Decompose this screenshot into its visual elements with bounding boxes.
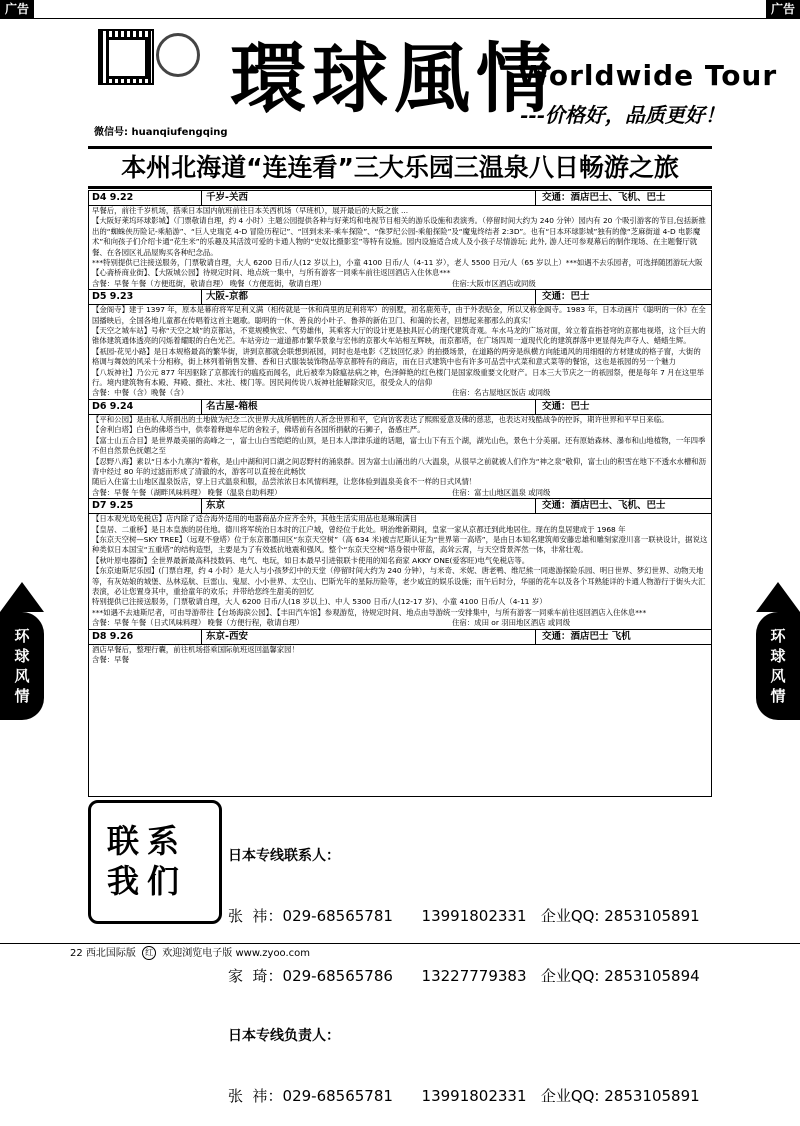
day-body: [89, 305, 711, 399]
ad-tag-right: 广告: [766, 0, 800, 18]
day-header: [89, 191, 711, 206]
contact-details: [228, 806, 700, 1126]
day-paragraph: 【日本观光局免税店】店内除了适合海外适用的电器商品介应齐全外，其他生活实用品也是琳琅满目: [92, 514, 418, 524]
day-meals: 含餐：中餐（含）晚餐（含）: [92, 388, 189, 398]
page-number: 22: [70, 948, 83, 959]
day-transport: 交通：酒店巴士、飞机、巴士: [535, 499, 666, 513]
day-header: [89, 289, 711, 305]
day-paragraph: 【天空之城车站】号称“天空之城”的京都站，不竟规模恢宏、气势雄伟，其乘客大厅的设计更是独具匠心的现代建筑奇观。车水马龙的广场对面，耸立着直指苍穹的京都电视塔，这个巨大的锥体建筑通体透亮的闪烁着耀眼的白色光芒。车站旁边一道道都市繁华景象与宏伟的京都火车站相互辉映，而京都塔，在广场四周一道现代化的建筑群落中更显得先声夺人、蜡蜡生辉。: [92, 326, 706, 346]
slogan: ---价格好，品质更好！: [520, 103, 725, 127]
side-tab-arrow-left: [0, 582, 44, 612]
day-route: 大阪-京都: [201, 290, 248, 304]
day-meals-hotel: [92, 488, 708, 498]
day-date: D8 9.26: [92, 630, 134, 642]
side-tab-left: [0, 612, 44, 720]
contact-us-label: [107, 821, 187, 901]
day-meals: 含餐：早餐: [92, 654, 129, 664]
day-body: [89, 514, 711, 628]
day-paragraph: 随后入住富士山地区温泉饭店，穿上日式温泉和服，品尝浓浓日本风情料理，让您体验到温泉美食不一样的日式风情！: [92, 477, 477, 487]
day-route: 东京-西安: [201, 630, 248, 644]
qr-code-icon: [98, 29, 154, 85]
day-hotel: 住宿:大阪市区酒店或同级: [452, 278, 536, 288]
day-hotel: 住宿：名古屋地区饭店 或同级: [452, 388, 551, 398]
day-route: 名古屋-箱根: [201, 400, 257, 414]
side-tab-label: 环球风情: [770, 627, 786, 705]
day-transport: 交通：酒店巴士、飞机、巴士: [535, 191, 666, 205]
day-transport: 交通：巴士: [535, 290, 590, 304]
brand-english: Worldwide Tour: [518, 59, 778, 92]
day-paragraph: 【秋叶原电器街】全世界最新最高科技数码、电气、电玩，如日本最早引进银联卡使用的知名商家 AKKY ONE(爱客旺)电气免税店等。: [92, 555, 530, 565]
edition-mark-icon: 红: [142, 946, 156, 960]
day-paragraph: ***如遇不去迪斯尼者，可由导游带往【台场海滨公园】、【丰田汽车馆】参观游览，待规定时间、地点由导游统一安排集中，与所有游客一同乘车前往返回酒店入住休息***: [92, 607, 647, 617]
day-paragraph: 特别提供已注接送服务，门票敬请自理，大人 6200 日币/人(18 岁以上)、中人 5300 日币/人(12-17 岁)、小童 4100 日币/人（4-11 岁）: [92, 597, 547, 607]
header: [0, 19, 800, 145]
wechat-id: 微信号: huanqiufengqing: [94, 127, 228, 138]
day-paragraph: 【舍利白塔】白色的佛塔当中，供奉着释迦牟尼的舍粒子，佛塔前有各国所捐献的石狮子，备感庄严。: [92, 425, 425, 435]
day-meals: 含餐：早餐 午餐（日式风味料理） 晚餐（方便行程，敬请自理）: [92, 618, 304, 628]
day-body: [89, 415, 711, 498]
page-title: 本州北海道“连连看”三大乐园三温泉八日畅游之旅: [121, 153, 679, 182]
day-paragraph: 早餐后，前往千岁机场，搭乘日本国内航班前往日本关西机场（早班机），展开最后的大阪之旅 ...: [92, 206, 409, 215]
ad-tag-left: 广告: [0, 0, 34, 18]
day-meals: 含餐：早餐 午餐（方便逛街，敬请自理） 晚餐（方便逛街，敬请自理）: [92, 278, 326, 288]
day-date: D6 9.24: [92, 400, 134, 412]
day-meals-hotel: [92, 618, 708, 628]
day-paragraph: 【富士山五合目】是世界最美丽的高峰之一，富士山白雪皑皑的山顶，是日本人津津乐道的话题，富士山下有五个湖，湖光山色，景色十分美丽。还有原始森林、瀑布和山地植物，一年四季不但自然景色抚媚之至: [92, 435, 706, 456]
day-route: 千岁-关西: [201, 191, 248, 205]
side-tab-label: 环球风情: [14, 627, 30, 705]
day-date: D7 9.25: [92, 500, 134, 512]
day-paragraph: 【皇居、二重桥】是日本皇族的居住地。德川将军统治日本时的江户城，曾经位于此处。明治维新期间，皇家一家从京都迁到此地居住。现在的皇居建成于 1968 年: [92, 524, 626, 534]
itinerary: [88, 190, 712, 797]
company-logo-icon: [156, 33, 200, 77]
day-paragraph: 【祇园-花见小路】是日本规格最高的繁华街，讲到京都就会联想到祇园，同时也是电影《艺妓回忆录》的拍摄场景，在道路的两旁是纵横方向能通风的用细细的方材建成的格子窗，大街的格调与舞妓的风采十分相称，街上林列着销售发簪、香和日式服装装饰物品等京都特有的商店，而在日式建筑中也有许多可品尝中式菜和意式菜等的餐馆，这也是祇园的另一个魅力: [92, 346, 701, 367]
edition-name: 西北国际版: [85, 948, 136, 959]
day-paragraph: 【金阁寺】建于 1397 年，原本是幕府将军足利义满（相传就是一休和尚里的足利将军）的别墅，初名鹿苑寺，由于外表贴金，所以又称金阁寺。1983 年，日本动画片《聪明的一休》在全国播映后，全国各地儿童都在传唱着这首主题歌。聪明的一休、善良的小叶子、鲁莽的新佑卫门、和蔼的长者，回想起来都那么的真实！: [92, 305, 706, 325]
brand-name: 環球風情: [230, 34, 558, 123]
day-date: D5 9.23: [92, 291, 134, 303]
day-header: [89, 629, 711, 645]
title-rule-bottom: [88, 186, 712, 189]
day-route: 东京: [201, 499, 225, 513]
contact-heading-1: 日本专线联系人：: [228, 848, 340, 864]
day-hotel: 住宿：成田 or 羽田地区酒店 或同级: [452, 618, 571, 628]
day-paragraph: 【大阪好莱坞环球影城】（门票敬请自理，约 4 小时）主题公园提供各种与好莱坞和电视节目相关的游乐设施和表演秀。（停留时间大约为 240 分钟）园内有 20 个吸引游客的节目,包括新推出的“蜘蛛侠历险记-乘船游”、“巨人史瑞克 4-D 冒险历程记”、“回到未来-乘车探险”、“侏罗纪公园-乘船探险”及“魔鬼终结者 2:3D”。也有“日本环球影城”独有的像“芝麻街道 4-D 电影魔术”和向孩子们介绍卡通“花生米”的乐趣及其活泼可爱的卡通人物的“史奴比摄影室”等特有设施。园内设施适合成人及小孩子尽情游玩; 此外, 游人还可参观幕后的制作现场、在主题餐厅就餐、在各园区礼品屋购买各种纪念品。: [92, 216, 706, 257]
footer-website[interactable]: 欢迎浏览电子版 www.zyoo.com: [162, 948, 311, 959]
day-meals-hotel: [92, 655, 708, 665]
footer: [0, 944, 800, 965]
day-hotel: 住宿：富士山地区温泉 或同级: [452, 487, 551, 497]
day-paragraph: 【东京天空树—SKY TREE】（远观不登塔）位于东京都墨田区“东京天空树”（高 634 米)被吉尼斯认证为“世界第一高塔”，是由日本知名建筑师安藤忠雄和雕刻家澄川喜一联袂设计，据说这种类似日本国宝“五重塔”的结构造型，主要是为了有效抵抗地震和强风。整个“东京天空树”塔身银中带蓝，高耸云霄，与天空背景浑然一体，非常壮观。: [92, 534, 708, 555]
day-paragraph: 【忍野八海】素以“日本小九寨沟”着称，是山中湖和河口湖之间忍野村的涌泉群。因为富士山涌出的八大温泉，从很早之前就被人们作为“神之泉”敬仰，富士山的积雪在地下不透水水槽和沥青中经过 80 年的过滤而形成了清澈的水，游客可以直接在此畅饮: [92, 456, 706, 476]
day-paragraph: 酒店早餐后，整理行囊，前往机场搭乘国际航班返回温馨家园！: [92, 644, 299, 654]
day-header: [89, 399, 711, 415]
contact-person-1: 张 祎：029-68565781 13991802331 企业QQ: 2853105891: [228, 907, 700, 925]
day-date: D4 9.22: [92, 192, 134, 203]
day-paragraph: 【东京迪斯尼乐园】(门票自理，约 4 小时）是大人与小孩梦幻中的天堂（停留时间大约为 240 分钟），与米奇、米妮、唐老鸭、维尼熊一同遨游探险乐园、明日世界、梦幻世界、动物天地等，有灰姑娘的城堡、丛林巡航、巨雷山、鬼屋、小小世界、太空山、巴斯光年的星际历险等，老少咸宜的娱乐设施；而午后时分，华丽的花车以及各个耳熟能详的卡通人物游行于街头大汇表演，必让您置身其中，重拾童年的欢乐；并带给您终生甜美的回忆: [92, 566, 706, 596]
day-paragraph: 【八坂神社】乃公元 877 年因驱除了京都流行的瘟疫而闻名，此后被奉为除瘟祛病之神，色泽鲜艳的红色楼门是国家级重要文化财产。日本三大节庆之一的祇园祭，便是每年 7 月在这里举行。境内建筑物有本殿、拜殿、摄社、末社、楼门等。因民间传说八坂神社能解除灾厄，很受众人的信仰: [92, 367, 705, 388]
day-paragraph: ***特别提供已注接送服务，门票敬请自理，大人 6200 日币/人(12 岁以上)，小童 4100 日币/人（4-11 岁），老人 5500 日元/人（65 岁以上）***如遇不去乐园者，可选择随团游玩大阪【心斋桥商业街】、【大阪城公园】待规定时间、地点统一集中，与所有游客一同乘车前往返回酒店入住休息***: [92, 258, 703, 278]
day-body: [89, 206, 711, 289]
day-paragraph: 【平和公园】是由私人所捐出的土地做为纪念二次世界大战所牺牲的人祈念世界和平，它向访客表达了熙熙爱意及佛的慈悲，也表达对残酷战争的控诉，期许世界和平早日来临。: [92, 414, 669, 424]
contact-person-3: 张 祎：029-68565781 13991802331 企业QQ: 2853105891: [228, 1087, 700, 1105]
day-meals: 含餐：早餐 午餐（湖畔风味料理） 晚餐（温泉自助料理）: [92, 487, 282, 497]
day-body: [89, 645, 711, 666]
day-meals-hotel: [92, 388, 708, 398]
day-header: [89, 498, 711, 514]
contact-us-box: [88, 800, 222, 924]
day-transport: 交通：巴士: [535, 400, 590, 414]
side-tab-arrow-right: [756, 582, 800, 612]
contact-label-line1: 联系: [107, 822, 188, 860]
contact-heading-2: 日本专线负责人：: [228, 1028, 340, 1044]
day-meals-hotel: [92, 279, 708, 289]
title-rule-top: [88, 146, 712, 149]
side-tab-right: [756, 612, 800, 720]
contact-label-line2: 我们: [107, 862, 188, 900]
day-transport: 交通：酒店巴士 飞机: [535, 630, 631, 644]
contact-person-2: 家 琦：029-68565786 13227779383 企业QQ: 2853105894: [228, 967, 700, 985]
